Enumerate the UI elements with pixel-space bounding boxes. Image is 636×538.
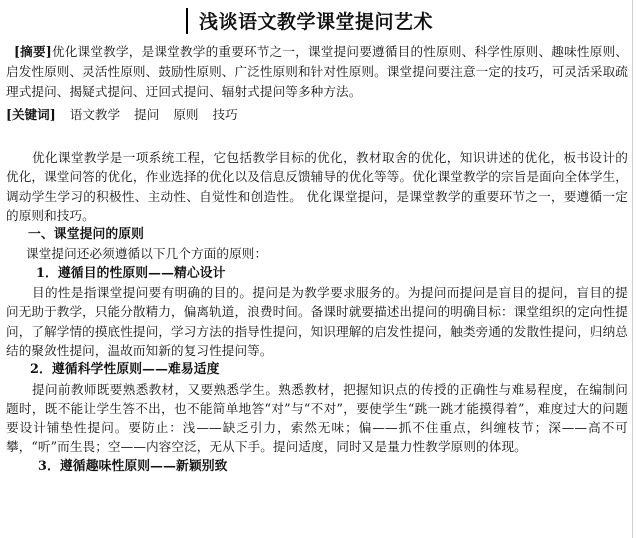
abstract-paragraph xyxy=(6,42,628,102)
keyword-item: 原则 xyxy=(173,107,199,122)
principle-paragraph-1: 目的性是指课堂提问要有明确的目的。提问是为教学要求服务的。为提问而提问是盲目的提问，盲目的提问无助于教学，只能分散精力，偏离轨道，浪费时间。备课时就要描述出提问的明确目标：课堂组织的定向性提问，了解学情的摸底性提问，学习方法的指导性提问，知识理解的启发性提问，触类旁通的发散性提问，归纳总结的聚敛性提问，温故而知新的复习性提问等。 xyxy=(6,285,628,358)
abstract-tag: [摘要] xyxy=(14,44,52,59)
keyword-item: 技巧 xyxy=(212,107,238,122)
keywords-line xyxy=(6,105,628,125)
document-title: 浅谈语文教学课堂提问艺术 xyxy=(198,11,433,33)
keyword-item: 提问 xyxy=(134,107,160,122)
abstract-text: 优化课堂教学，是课堂教学的重要环节之一，课堂提问要遵循目的性原则、科学性原则、趣味性原则、启发性原则、灵活性原则、鼓励性原则、广泛性原则和针对性原则。课堂提问要注意一定的技巧，可灵活采取疏理式提问、揭疑式提问、迂回式提问、辐射式提问等多种方法。 xyxy=(6,44,628,99)
document-body xyxy=(6,148,628,476)
keywords-tag: [关键词] xyxy=(6,107,56,122)
principle-heading-3: 3．遵循趣味性原则——新颖别致 xyxy=(38,458,228,474)
section-heading: 一、课堂提问的原则 xyxy=(28,227,145,243)
section-lead: 课堂提问还必须遵循以下几个方面的原则： xyxy=(26,246,268,262)
principle-paragraph-2: 提问前教师既要熟悉教材，又要熟悉学生。熟悉教材，把握知识点的传授的正确性与难易程度，在编制问题时，既不能让学生答不出，也不能简单地答“对”与“不对”，要使学生“跳一跳才能摸得着”，难度过大的问题要设计铺垫性提问。要防止：浅——缺乏引力，索然无味；偏——抓不住重点，纠缠枝节；深——高不可攀，“听”而生畏；空——内容空泛，无从下手。提问适度，同时又是量力性教学原则的体现。 xyxy=(6,381,628,455)
principle-heading-2: 2．遵循科学性原则——难易适度 xyxy=(30,362,220,378)
intro-paragraph: 优化课堂教学是一项系统工程，它包括教学目标的优化，教材取舍的优化，知识讲述的优化，板书设计的优化，课堂问答的优化，作业选择的优化以及信息反馈辅导的优化等等。优化课堂教学的宗旨是面向全体学生，调动学生学习的积极性、主动性、自觉性和创造性。 优化课堂提问，是课堂教学的重要环节之一，要遵循一定的原则和技巧。 xyxy=(6,150,628,223)
principle-heading-1: 1．遵循目的性原则——精心设计 xyxy=(36,265,226,281)
keyword-item: 语文教学 xyxy=(69,107,121,122)
